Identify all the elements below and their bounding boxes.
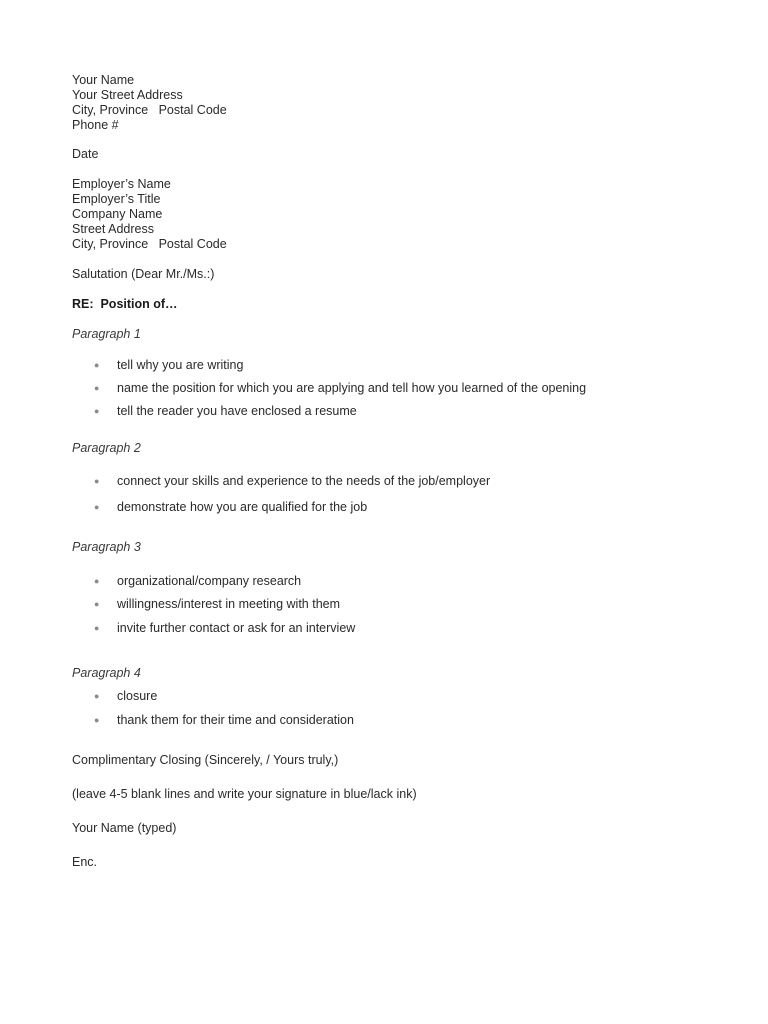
bullet-icon: ● xyxy=(94,383,100,393)
list-item-text: organizational/company research xyxy=(117,574,302,588)
list-item-text: tell the reader you have enclosed a resume xyxy=(117,404,357,418)
paragraph-2-list xyxy=(72,474,712,515)
typed-name: Your Name (typed) xyxy=(72,821,177,835)
re-line: RE: Position of… xyxy=(72,297,178,311)
bullet-icon: ● xyxy=(94,406,100,416)
recipient-street: Street Address xyxy=(72,222,154,236)
list-item xyxy=(72,713,712,728)
list-item-text: tell why you are writing xyxy=(117,358,244,372)
list-item xyxy=(72,500,712,515)
list-item-text: demonstrate how you are qualified for the job xyxy=(117,500,368,514)
bullet-icon: ● xyxy=(94,576,100,586)
salutation: Salutation (Dear Mr./Ms.:) xyxy=(72,267,215,281)
list-item-text: name the position for which you are applying and tell how you learned of the opening xyxy=(117,381,587,395)
list-item xyxy=(72,689,712,704)
sender-name: Your Name xyxy=(72,73,135,87)
paragraph-3-list xyxy=(72,574,712,636)
complimentary-closing: Complimentary Closing (Sincerely, / Yours truly,) xyxy=(72,753,339,767)
employer-title: Employer’s Title xyxy=(72,192,161,206)
list-item xyxy=(72,381,712,396)
list-item xyxy=(72,574,712,589)
enclosure: Enc. xyxy=(72,855,98,869)
list-item-text: invite further contact or ask for an interview xyxy=(117,621,356,635)
list-item-text: connect your skills and experience to the needs of the job/employer xyxy=(117,474,491,488)
bullet-icon: ● xyxy=(94,691,100,701)
sender-city-line: City, Province Postal Code xyxy=(72,103,227,117)
list-item xyxy=(72,358,712,373)
paragraph-3-heading: Paragraph 3 xyxy=(72,540,141,554)
recipient-block xyxy=(72,177,712,252)
list-item-text: willingness/interest in meeting with them xyxy=(117,597,341,611)
bullet-icon: ● xyxy=(94,715,100,725)
bullet-icon: ● xyxy=(94,502,100,512)
paragraph-1-heading: Paragraph 1 xyxy=(72,327,141,341)
bullet-icon: ● xyxy=(94,623,100,633)
signature-note: (leave 4-5 blank lines and write your signature in blue/lack ink) xyxy=(72,787,417,801)
paragraph-4-heading: Paragraph 4 xyxy=(72,666,141,680)
bullet-icon: ● xyxy=(94,360,100,370)
paragraph-4-list xyxy=(72,689,712,728)
list-item xyxy=(72,474,712,489)
company-name: Company Name xyxy=(72,207,163,221)
list-item-text: closure xyxy=(117,689,158,703)
sender-street: Your Street Address xyxy=(72,88,183,102)
cover-letter-template xyxy=(72,73,712,870)
list-item xyxy=(72,597,712,612)
list-item xyxy=(72,404,712,419)
paragraph-2-heading: Paragraph 2 xyxy=(72,441,141,455)
paragraph-1-list xyxy=(72,358,712,419)
sender-block xyxy=(72,73,712,133)
bullet-icon: ● xyxy=(94,599,100,609)
list-item xyxy=(72,621,712,636)
employer-name: Employer’s Name xyxy=(72,177,171,191)
recipient-city-line: City, Province Postal Code xyxy=(72,237,227,251)
bullet-icon: ● xyxy=(94,476,100,486)
sender-phone: Phone # xyxy=(72,118,119,132)
list-item-text: thank them for their time and consideration xyxy=(117,713,354,727)
date: Date xyxy=(72,147,99,161)
